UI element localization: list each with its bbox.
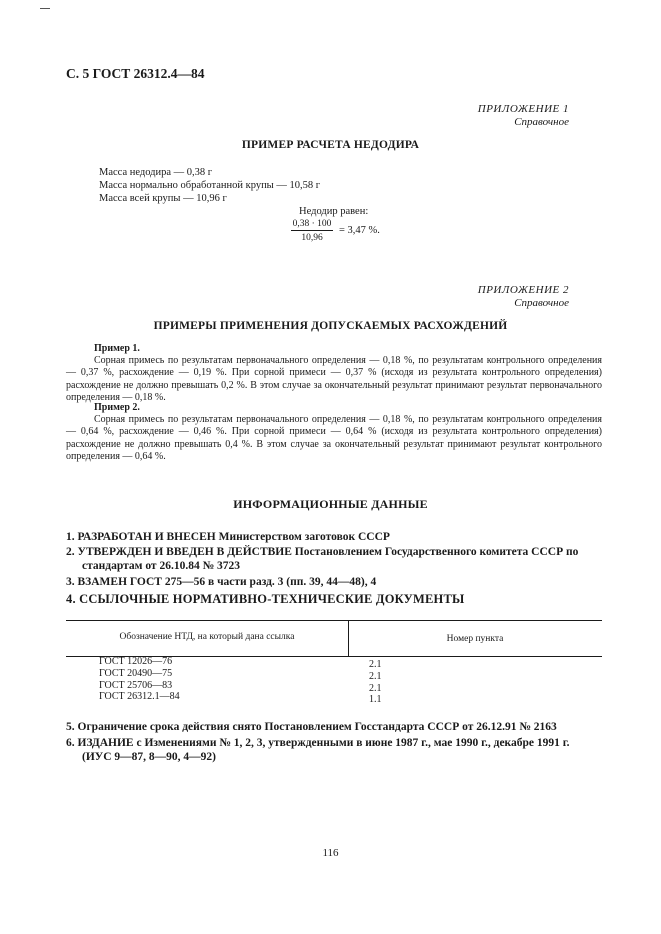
- table-header-col-2: Номер пункта: [446, 634, 504, 644]
- page-header: С. 5 ГОСТ 26312.4—84: [66, 66, 205, 81]
- formula-numerator: 0,38 · 100: [292, 219, 332, 229]
- mass-line: Масса недодира — 0,38 г: [99, 167, 213, 178]
- info-item-1: 1. РАЗРАБОТАН И ВНЕСЕН Министерством заготовок СССР: [66, 531, 390, 543]
- info-item-2-cont: стандартам от 26.10.84 № 3723: [82, 560, 241, 572]
- example-2-heading: Пример 2.: [94, 402, 140, 413]
- table-cell: 2.1: [369, 659, 382, 670]
- table-top-rule: [66, 620, 602, 621]
- formula-result: = 3,47 %.: [339, 225, 380, 236]
- example-2-text: Сорная примесь по результатам первоначального определения — 0,18 %, по результатам контрольного определения — 0,64 %, расхождение — 0,46 %. При сорной примеси — 0,64 % (исходя из результата контрольного определения) расхождение не должно превышать 0,4 %. В этом случае за окончательный результат принимают результат контрольного определения — 0,64 %.: [66, 414, 602, 462]
- appendix-2-heading: ПРИМЕРЫ ПРИМЕНЕНИЯ ДОПУСКАЕМЫХ РАСХОЖДЕНИЙ: [153, 320, 508, 332]
- table-cell: 2.1: [369, 682, 382, 694]
- table-header-col-1: Обозначение НТД, на который дана ссылка: [119, 632, 295, 642]
- info-item-5: 5. Ограничение срока действия снято Постановлением Госстандарта СССР от 26.12.91 № 2163: [66, 721, 557, 733]
- formula-label: Недодир равен:: [299, 206, 369, 217]
- page-number: 116: [322, 847, 339, 859]
- appendix-1-label: [478, 103, 569, 129]
- table-cell: ГОСТ 12026—76: [99, 656, 173, 667]
- example-1-heading: Пример 1.: [94, 343, 140, 354]
- info-heading: ИНФОРМАЦИОННЫЕ ДАННЫЕ: [233, 497, 428, 511]
- mass-line: Масса всей крупы — 10,96 г: [99, 193, 227, 204]
- table-col-2-values: [369, 659, 382, 706]
- mass-line: Масса нормально обработанной крупы — 10,58 г: [99, 180, 321, 191]
- appendix-2-type: Справочное: [514, 297, 569, 309]
- appendix-1-type: Справочное: [514, 116, 569, 128]
- table-cell: ГОСТ 20490—75: [99, 667, 173, 679]
- mass-list: [99, 166, 320, 205]
- info-item-2: 2. УТВЕРЖДЕН И ВВЕДЕН В ДЕЙСТВИЕ Постановлением Государственного комитета СССР по: [66, 546, 579, 558]
- table-cell: 1.1: [369, 694, 382, 706]
- formula-denominator: 10,96: [301, 233, 323, 243]
- info-item-6: 6. ИЗДАНИЕ с Изменениями № 1, 2, 3, утвержденными в июне 1987 г., мае 1990 г., декабре 1991 г.: [66, 737, 570, 749]
- scan-mark: [40, 8, 50, 9]
- table-col-1-values: [99, 656, 180, 703]
- info-item-6-cont: (ИУС 9—87, 8—90, 4—92): [82, 751, 216, 763]
- info-item-4: 4. ССЫЛОЧНЫЕ НОРМАТИВНО-ТЕХНИЧЕСКИЕ ДОКУМЕНТЫ: [66, 592, 465, 606]
- appendix-2-label: [478, 284, 569, 310]
- table-cell: 2.1: [369, 670, 382, 682]
- table-cell: ГОСТ 26312.1—84: [99, 691, 180, 703]
- table-cell: ГОСТ 25706—83: [99, 679, 173, 691]
- example-1-text: Сорная примесь по результатам первоначального определения — 0,18 %, по результатам контрольного определения — 0,37 %, расхождение — 0,19 %. При сорной примеси — 0,37 % (исходя из результата контрольного определения) расхождение не должно превышать 0,2 %. В этом случае за окончательный результат принимают результат первоначального определения — 0,18 %.: [66, 355, 602, 403]
- appendix-2-title: ПРИЛОЖЕНИЕ 2: [477, 284, 569, 296]
- info-item-3: 3. ВЗАМЕН ГОСТ 275—56 в части разд. 3 (пп. 39, 44—48), 4: [66, 576, 377, 588]
- appendix-1-heading: ПРИМЕР РАСЧЕТА НЕДОДИРА: [241, 139, 420, 151]
- appendix-1-title: ПРИЛОЖЕНИЕ 1: [477, 103, 569, 115]
